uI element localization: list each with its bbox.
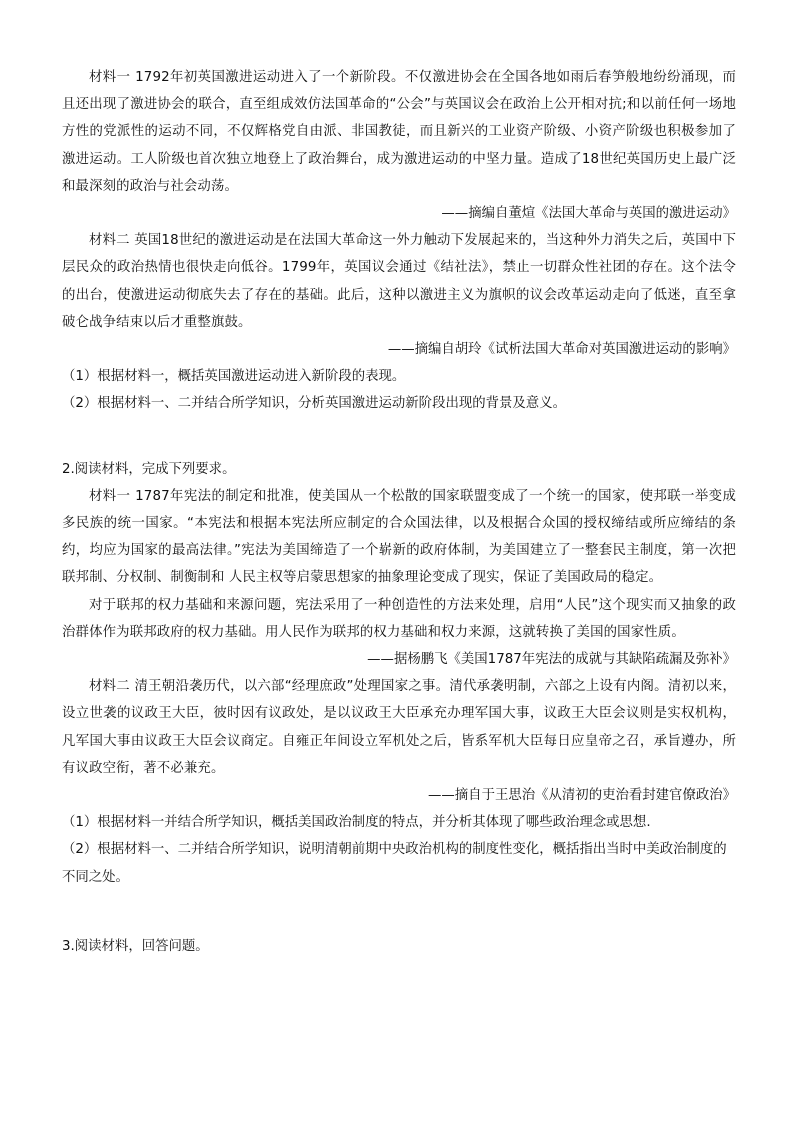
p2-material1-para2: 对于联邦的权力基础和来源问题，宪法采用了一种创造性的方法来处理，启用“人民”这个现实而又抽象的政治群体作为联邦政府的权力基础。用人民作为联邦的权力基础和权力来源，这就转换了美国的国家性质。	[62, 597, 736, 640]
p2-material2: 材料二 清王朝沿袭历代，以六部“经理庶政”处理国家之事。清代承袭明制，六部之上设有内阁。清初以来，设立世袭的议政王大臣，彼时因有议政处，是以议政王大臣承充办理军国大事，议政王大臣会议则是实权机构，凡军国大事由议政王大臣会议商定。自雍正年间设立军机处之后，皆系军机大臣每日应皇帝之召，承旨遵办，所有议政空衔，著不必兼充。	[62, 679, 736, 776]
p1-question1: （1）根据材料一，概括英国激进运动进入新阶段的表现。	[62, 369, 406, 385]
p2-source1: ——据杨鹏飞《美国1787年宪法的成就与其缺陷疏漏及弥补》	[367, 652, 736, 668]
spacer	[62, 891, 736, 933]
p2-question2: （2）根据材料一、二并结合所学知识，说明清朝前期中央政治机构的制度性变化，概括指出当时中美政治制度的不同之处。	[62, 842, 727, 885]
p2-heading: 2.阅读材料，完成下列要求。	[62, 461, 236, 477]
p2-source2: ——摘自于王思治《从清初的吏治看封建官僚政治》	[428, 788, 736, 804]
p1-material2: 材料二 英国18世纪的激进运动是在法国大革命这一外力触动下发展起来的，当这种外力消失之后，英国中下层民众的政治热情也很快走向低谷。1799年，英国议会通过《结社法》，禁止一切群众性社团的存在。这个法令的出台，使激进运动彻底失去了存在的基础。此后，这种以激进主义为旗帜的议会改革运动走向了低迷，直至拿破仑战争结束以后才重整旗鼓。	[62, 233, 736, 330]
p1-question2: （2）根据材料一、二并结合所学知识，分析英国激进运动新阶段出现的背景及意义。	[62, 396, 566, 412]
p1-material1: 材料一 1792年初英国激进运动进入了一个新阶段。不仅激进协会在全国各地如雨后春笋般地纷纷涌现，而且还出现了激进协会的联合，直至组成效仿法国革命的“公会”与英国议会在政治上公开相对抗;和以前任何一场地方性的党派性的运动不同，不仅辉格党自由派、非国教徒，而且新兴的工业资产阶级、小资产阶级也积极参加了激进运动。工人阶级也首次独立地登上了政治舞台，成为激进运动的中坚力量。造成了18世纪英国历史上最广泛和最深刻的政治与社会动荡。	[62, 70, 736, 194]
p3-heading: 3.阅读材料，回答问题。	[62, 938, 209, 954]
p1-source2: ——摘编自胡玲《试析法国大革命对英国激进运动的影响》	[387, 342, 736, 358]
p2-material1-para1: 材料一 1787年宪法的制定和批准，使美国从一个松散的国家联盟变成了一个统一的国家，使邦联一举变成多民族的统一国家。“本宪法和根据本宪法所应制定的合众国法律，以及根据合众国的授权缔结或所应缔结的条约，均应为国家的最高法律。”宪法为美国缔造了一个崭新的政府体制，为美国建立了一整套民主制度，第一次把联邦制、分权制、制衡制和 人民主权等启蒙思想家的抽象理论变成了现实，保证了美国政局的稳定。	[62, 488, 736, 586]
p2-question1: （1）根据材料一并结合所学知识，概括美国政治制度的特点，并分析其体现了哪些政治理念或思想.	[62, 815, 651, 831]
spacer	[62, 418, 736, 456]
p1-source1: ——摘编自董煊《法国大革命与英国的激进运动》	[441, 206, 736, 222]
document-page	[62, 64, 736, 960]
